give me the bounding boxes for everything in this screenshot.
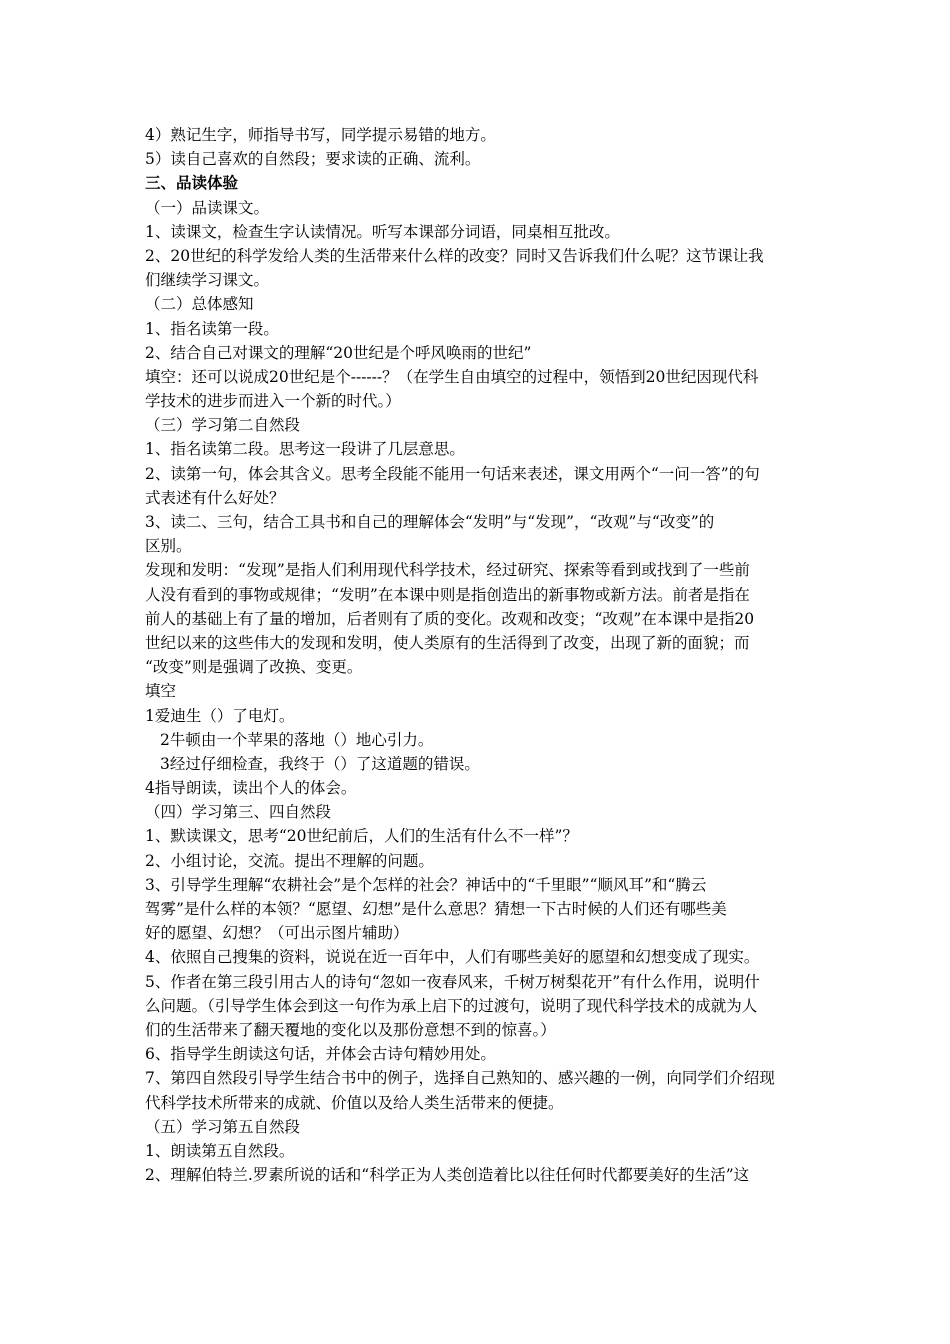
text-line: 7、第四自然段引导学生结合书中的例子，选择自己熟知的、感兴趣的一例，向同学们介绍现: [145, 1069, 775, 1088]
text-line: 好的愿望、幻想？（可出示图片辅助）: [145, 924, 409, 943]
text-line: 5、作者在第三段引用古人的诗句“忽如一夜春风来，千树万树梨花开”有什么作用，说明什: [145, 972, 760, 991]
fill-blank-item: 3经过仔细检查，我终于（）了这道题的错误。: [160, 754, 480, 773]
fill-blank-item: 2牛顿由一个苹果的落地（）地心引力。: [160, 730, 434, 749]
text-line: 人没有看到的事物或规律；“发明”在本课中则是指创造出的新事物或新方法。前者是指在: [145, 585, 750, 604]
text-line: 6、指导学生朗读这句话，并体会古诗句精妙用处。: [145, 1045, 496, 1064]
text-line: 1、读课文，检查生字认读情况。听写本课部分词语，同桌相互批改。: [145, 222, 620, 241]
text-line: 2、小组讨论，交流。提出不理解的问题。: [145, 851, 434, 870]
text-line: 世纪以来的这些伟大的发现和发明，使人类原有的生活得到了改变，出现了新的面貌；而: [145, 633, 750, 652]
section-heading: 三、品读体验: [145, 173, 239, 193]
subsection-heading: （二）总体感知: [145, 295, 254, 314]
text-line: 区别。: [145, 537, 192, 556]
text-line: 2、结合自己对课文的理解“20世纪是个呼风唤雨的世纪”: [145, 343, 532, 362]
text-line: 学技术的进步而进入一个新的时代。）: [145, 392, 401, 411]
text-line: 4、依照自己搜集的资料，说说在近一百年中，人们有哪些美好的愿望和幻想变成了现实。: [145, 948, 760, 967]
text-line: 2、20世纪的科学发给人类的生活带来什么样的改变？同时又告诉我们什么呢？这节课让我: [145, 246, 764, 265]
text-line: 发现和发明：“发现”是指人们利用现代科学技术，经过研究、探索等看到或找到了一些前: [145, 561, 750, 580]
subsection-heading: （四）学习第三、四自然段: [145, 803, 332, 822]
text-line: “改变”则是强调了改换、变更。: [145, 658, 363, 677]
text-line: 1、朗读第五自然段。: [145, 1141, 295, 1160]
text-line: 5）读自己喜欢的自然段；要求读的正确、流利。: [145, 150, 481, 169]
document-body: [145, 123, 810, 1187]
text-line: 3、读二、三句，结合工具书和自己的理解体会“发明”与“发现”，“改观”与“改变”的: [145, 513, 715, 531]
text-line: 4）熟记生字，师指导书写，同学提示易错的地方。: [145, 126, 496, 144]
text-line: 么问题。（引导学生体会到这一句作为承上启下的过渡句，说明了现代科学技术的成就为人: [145, 996, 758, 1015]
text-line: 1、指名读第一段。: [145, 319, 279, 338]
text-line: 2、理解伯特兰.罗素所说的话和“科学正为人类创造着比以往任何时代都要美好的生活”这: [145, 1166, 750, 1185]
subsection-heading: （五）学习第五自然段: [145, 1117, 301, 1136]
text-line: 们的生活带来了翻天覆地的变化以及那份意想不到的惊喜。）: [145, 1020, 556, 1039]
text-line: 填空：还可以说成20世纪是个------？（在学生自由填空的过程中，领悟到20世纪因现代科: [145, 367, 759, 386]
subsection-heading: （三）学习第二自然段: [145, 416, 301, 435]
text-line: 们继续学习课文。: [145, 271, 270, 290]
text-line: 代科学技术所带来的成就、价值以及给人类生活带来的便捷。: [145, 1093, 564, 1112]
text-line: 式表述有什么好处？: [145, 488, 285, 507]
text-line: 填空: [145, 682, 177, 701]
text-line: 4指导朗读，读出个人的体会。: [145, 779, 357, 798]
text-line: 3、引导学生理解“农耕社会”是个怎样的社会？神话中的“千里眼”“顺风耳”和“腾云: [145, 875, 707, 894]
fill-blank-item: 1爱迪生（）了电灯。: [145, 706, 295, 725]
subsection-heading: （一）品读课文。: [145, 198, 270, 217]
text-line: 1、指名读第二段。思考这一段讲了几层意思。: [145, 440, 465, 459]
text-line: 2、读第一句，体会其含义。思考全段能不能用一句话来表述，课文用两个“一问一答”的句: [145, 464, 760, 483]
text-line: 前人的基础上有了量的增加，后者则有了质的变化。改观和改变；“改观”在本课中是指20: [145, 609, 755, 628]
text-line: 1、默读课文，思考“20世纪前后，人们的生活有什么不一样”？: [145, 827, 578, 846]
text-line: 驾雾”是什么样的本领？“愿望、幻想”是什么意思？猜想一下古时候的人们还有哪些美: [145, 900, 727, 918]
